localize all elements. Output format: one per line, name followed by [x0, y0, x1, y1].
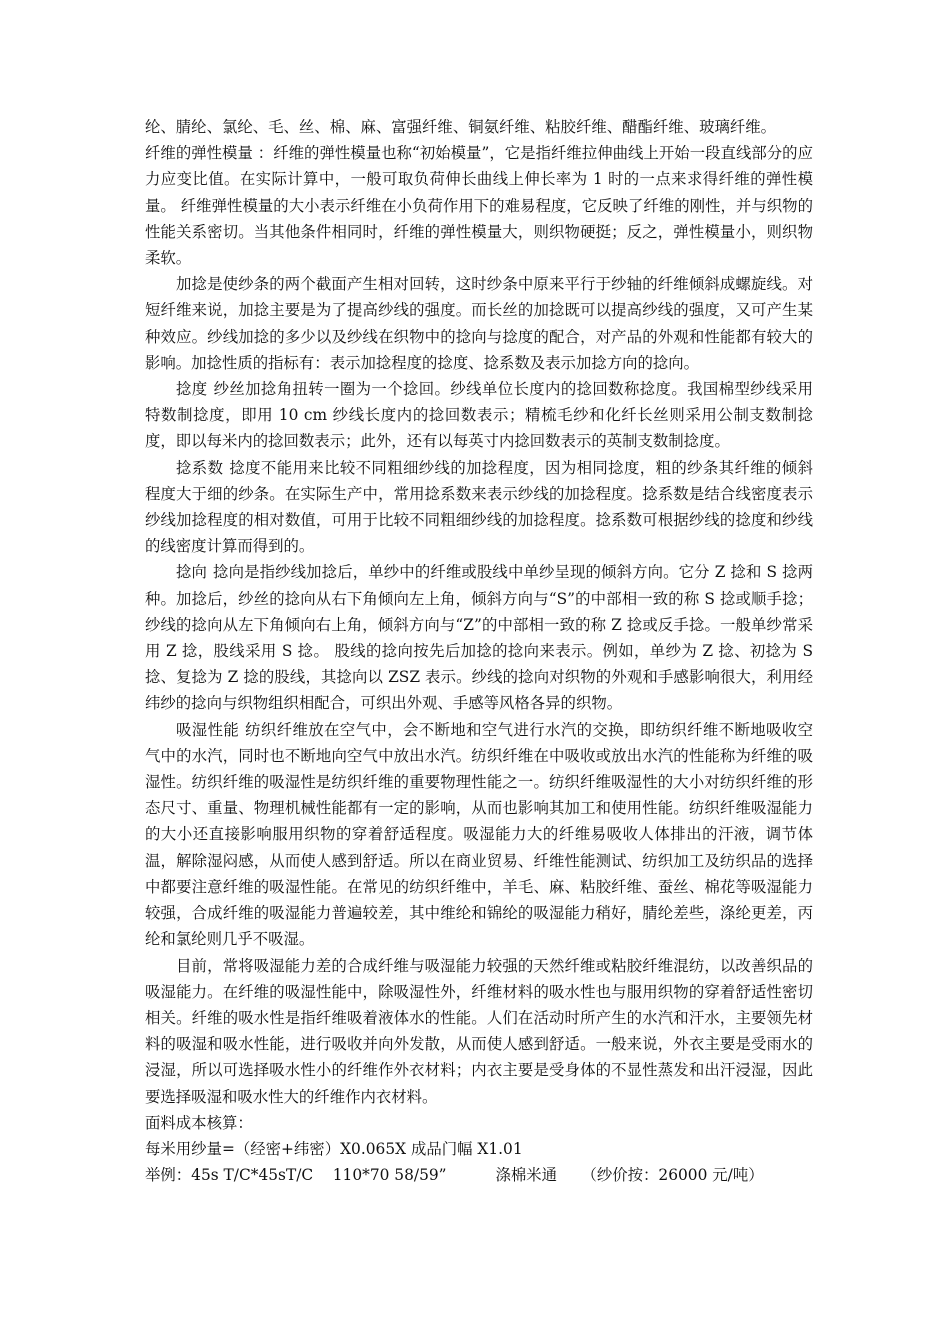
- term-twist-direction: 捻向: [176, 563, 208, 582]
- document-body: [145, 114, 813, 1188]
- text-twist-direction: 捻向是指纱线加捻后，单纱中的纤维或股线中单纱呈现的倾斜方向。它分 Z 捻和 S 捻两种。加捻后，纱丝的捻向从右下角倾向左上角，倾斜方向与“S”的中部相一致的称 S 捻或顺手捻；纱线的捻向从左下角倾向右上角，倾斜方向与“Z”的中部相一致的称 Z 捻或反手捻。一般单纱常采用 Z 捻，股线采用 S 捻。 股线的捻向按先后加捻的捻向来表示。例如，单纱为 Z 捻、初捻为 S 捻、复捻为 Z 捻的股线，其捻向以 ZSZ 表示。纱线的捻向对织物的外观和手感影响很大，利用经纬纱的捻向与织物组织相配合，可织出外观、手感等风格各异的织物。: [145, 563, 813, 713]
- term-elastic-modulus: 纤维的弹性模量 ：: [145, 144, 274, 163]
- text-moisture-absorption: 纺织纤维放在空气中，会不断地和空气进行水汽的交换，即纺织纤维不断地吸收空气中的水汽，同时也不断地向空气中放出水汽。纺织纤维在中吸收或放出水汽的性能称为纤维的吸湿性。纺织纤维的吸湿性是纺织纤维的重要物理性能之一。纺织纤维吸湿性的大小对纺织纤维的形态尺寸、重量、物理机械性能都有一定的影响，从而也影响其加工和使用性能。纺织纤维吸湿能力的大小还直接影响服用织物的穿着舒适程度。吸湿能力大的纤维易吸收人体排出的汗液，调节体温，解除湿闷感，从而使人感到舒适。所以在商业贸易、纤维性能测试、纺织加工及纺织品的选择中都要注意纤维的吸湿性能。在常见的纺织纤维中，羊毛、麻、粘胶纤维、蚕丝、棉花等吸湿能力较强，合成纤维的吸湿能力普遍较差，其中维纶和锦纶的吸湿能力稍好，腈纶差些，涤纶更差，丙纶和氯纶则几乎不吸湿。: [145, 720, 813, 949]
- text-elastic-modulus: 纤维的弹性模量也称“初始模量”，它是指纤维拉伸曲线上开始一段直线部分的应力应变比值。在实际计算中，一般可取负荷伸长曲线上伸长率为 1 时的一点来求得纤维的弹性模量。 纤维弹性模量的大小表示纤维在小负荷作用下的难易程度，它反映了纤维的刚性，并与织物的性能关系密切。当其他条件相同时，纤维的弹性模量大，则织物硬挺；反之，弹性模量小，则织物柔软。: [145, 144, 813, 268]
- cost-example: 举例：45s T/C*45sT/C 110*70 58/59” 涤棉米通 （纱价按：26000 元/吨）: [145, 1166, 764, 1185]
- text-twist-factor: 捻度不能用来比较不同粗细纱线的加捻程度，因为相同捻度，粗的纱条其纤维的倾斜程度大于细的纱条。在实际生产中，常用捻系数来表示纱线的加捻程度。捻系数是结合线密度表示纱线加捻程度的相对数值，可用于比较不同粗细纱线的加捻程度。捻系数可根据纱线的捻度和纱线的线密度计算而得到的。: [145, 458, 813, 556]
- paragraph-twist-degree: [145, 376, 813, 455]
- term-moisture-absorption: 吸湿性能: [176, 720, 240, 739]
- text-twist-degree: 纱丝加捻角扭转一圈为一个捻回。纱线单位长度内的捻回数称捻度。我国棉型纱线采用特数制捻度，即用 10 cm 纱线长度内的捻回数表示；精梳毛纱和化纤长丝则采用公制支数制捻度，即以每米内的捻回数表示；此外，还有以每英寸内捻回数表示的英制支数制捻度。: [145, 380, 813, 451]
- cost-heading: 面料成本核算：: [145, 1113, 253, 1132]
- cost-formula: 每米用纱量=（经密+纬密）X0.065X 成品门幅 X1.01: [145, 1139, 523, 1158]
- paragraph-twisting: 加捻是使纱条的两个截面产生相对回转，这时纱条中原来平行于纱轴的纤维倾斜成螺旋线。对短纤维来说，加捻主要是为了提高纱线的强度。而长丝的加捻既可以提高纱线的强度，又可产生某种效应。纱线加捻的多少以及纱线在织物中的捻向与捻度的配合，对产品的外观和性能都有较大的影响。加捻性质的指标有：表示加捻程度的捻度、捻系数及表示加捻方向的捻向。: [145, 275, 813, 372]
- paragraph-twist-direction: [145, 559, 813, 716]
- paragraph-fiber-list: 纶、腈纶、氯纶、毛、丝、棉、麻、富强纤维、铜氨纤维、粘胶纤维、醋酯纤维、玻璃纤维。: [145, 118, 777, 136]
- paragraph-blending: 目前，常将吸湿能力差的合成纤维与吸湿能力较强的天然纤维或粘胶纤维混纺，以改善织品的吸湿能力。在纤维的吸湿性能中，除吸湿性外，纤维材料的吸水性也与服用织物的穿着舒适性密切相关。纤维的吸水性是指纤维吸着液体水的性能。人们在活动时所产生的水汽和汗水，主要领先材料的吸湿和吸水性能，进行吸收并向外发散，从而使人感到舒适。一般来说，外衣主要是受雨水的浸湿，所以可选择吸水性小的纤维作外衣材料；内衣主要是受身体的不显性蒸发和出汗浸湿，因此要选择吸湿和吸水性大的纤维作内衣材料。: [145, 956, 813, 1106]
- term-twist-degree: 捻度: [176, 380, 208, 399]
- paragraph-elastic-modulus: [145, 140, 813, 271]
- paragraph-twist-factor: [145, 455, 813, 560]
- paragraph-moisture-absorption: [145, 717, 813, 953]
- term-twist-factor: 捻系数: [176, 458, 224, 477]
